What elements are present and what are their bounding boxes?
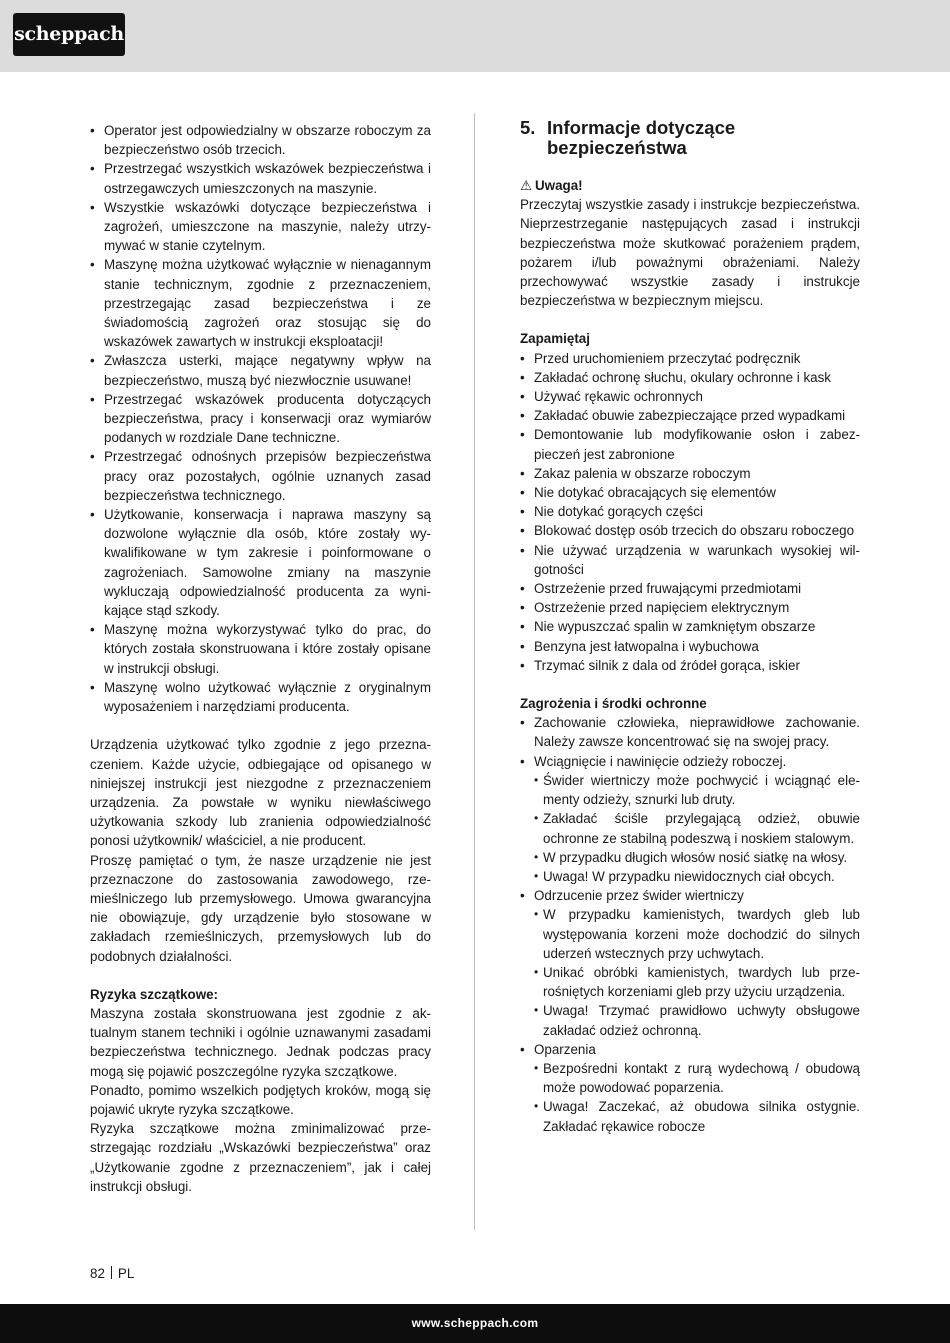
hazard-text: Odrzucenie przez świder wiertniczy [534,888,744,904]
scheppach-logo: scheppach [13,13,125,56]
residual-risk-paragraph: Ryzyka szczątkowe można zminimalizować przestrzegając rozdziału „Wskazówki bezpieczeństwa” oraz „Użytkowanie zgodne z przeznaczeniem”, jak i całej instrukcji obsługi. [90,1121,431,1194]
hazard-sub-list [520,905,860,1039]
page-number-value: 82 [90,1266,105,1281]
residual-risk-heading: Ryzyka szczątkowe: [90,986,219,1002]
sub-list-item: • Uwaga! W przypadku niewidocznych ciał obcych. [520,867,860,886]
column-divider [474,113,475,1230]
section-title [520,118,860,158]
sub-list-item: • Uwaga! Trzymać prawidłowo uchwyty obsługowe zakładać odzież ochronną. [520,1001,860,1039]
list-item [520,752,860,771]
hazards-list [520,1040,860,1059]
list-item: • Maszynę można wykorzystywać tylko do prac, do których została skonstruowana i które zostały opisane w instrukcji obsługi. [90,620,431,678]
list-item: • Zakładać ochronę słuchu, okulary ochronne i kask [520,368,860,387]
list-item: • Nie dotykać gorących części [520,502,860,521]
list-item: • Przestrzegać wskazówek producenta dotyczących bezpieczeństwa, pracy i konserwacji oraz wymiarów podanych w rozdziale Dane techniczne. [90,390,431,448]
hazard-sub-list [520,1059,860,1136]
hazard-text: Oparzenia [534,1041,596,1057]
hazards-heading: Zagrożenia i środki ochronne [520,696,707,712]
warning-label: Uwaga! [535,178,583,193]
hazard-sub-list [520,771,860,886]
sub-list-item: • Zakładać ściśle przylegającą odzież, obuwie ochronne ze stabilną podeszwą i noskiem stalowym. [520,809,860,847]
list-item: • Nie wypuszczać spalin w zamkniętym obszarze [520,617,860,636]
remember-heading: Zapamiętaj [520,331,590,347]
header-band [0,0,950,72]
operator-rules-list [90,121,431,716]
list-item: • Demontowanie lub modyfikowanie osłon i zabezpieczeń jest zabronione [520,425,860,463]
left-column [90,121,431,1196]
list-item: • Użytkowanie, konserwacja i naprawa maszyny są dozwolone wyłącznie dla osób, które zostały wykwalifikowane w tym zakresie i poinformowane o zagrożeniach. Samowolne zmiany na maszynie wykluczają odpowiedzialność producenta za wynikające stąd szkody. [90,505,431,620]
warning-triangle-icon: ⚠ [520,178,533,193]
list-item: • Operator jest odpowiedzialny w obszarze roboczym za bezpieczeństwo osób trzecich. [90,121,431,159]
sub-list-item: • W przypadku długich włosów nosić siatkę na włosy. [520,848,860,867]
section-number: 5. [520,117,536,138]
list-item: • Ostrzeżenie przed napięciem elektrycznym [520,598,860,617]
list-item [520,1040,860,1059]
right-column [520,118,860,1136]
list-item: • Zakładać obuwie zabezpieczające przed wypadkami [520,406,860,425]
list-item: • Maszynę wolno użytkować wyłącznie z oryginalnym wyposażeniem i narzędziami producenta. [90,678,431,716]
list-item: • Przed uruchomieniem przeczytać podręcznik [520,349,860,368]
intended-use-paragraph: Urządzenia użytkować tylko zgodnie z jego przeznaczeniem. Każde użycie, odbiegające od opisanego w niniejszej instrukcji jest niezgodne z przeznaczeniem urządzenia. Za powstałe w wyniku niewłaściwego użytkowania szkody lub zranienia odpowiedzialność ponosi użytkownik/ właściciel, a nie producent. [90,737,431,849]
list-item: • Ostrzeżenie przed fruwającymi przedmiotami [520,579,860,598]
list-item: • Nie używać urządzenia w warunkach wysokiej wilgotności [520,541,860,579]
list-item [520,886,860,905]
list-item: • Blokować dostęp osób trzecich do obszaru roboczego [520,521,860,540]
language-code: PL [117,1266,135,1281]
residual-risk-paragraph: Maszyna została skonstruowana jest zgodnie z aktualnym stanem techniki i ogólnie uznawanymi zasadami bezpieczeństwa technicznego. Jednak podczas pracy mogą się pojawić poszczególne ryzyka szczątkowe. [90,1005,431,1079]
list-item: • Wszystkie wskazówki dotyczące bezpieczeństwa i zagrożeń, umieszczone na maszynie, należy utrzymywać w stanie czytelnym. [90,198,431,256]
list-item [520,713,860,751]
residual-risk-paragraph: Ponadto, pomimo wszelkich podjętych kroków, mogą się pojawić ukryte ryzyka szczątkowe. [90,1082,431,1117]
sub-list-item: • Świder wiertniczy może pochwycić i wciągnąć elementy odzieży, sznurki lub druty. [520,771,860,809]
list-item: • Benzyna jest łatwopalna i wybuchowa [520,637,860,656]
remember-list [520,349,860,675]
list-item: • Zwłaszcza usterki, mające negatywny wpływ na bezpieczeństwo, muszą być niezwłocznie usuwane! [90,351,431,389]
sub-list-item: • W przypadku kamienistych, twardych gleb lub występowania korzeni może dochodzić do silnych uderzeń wstecznych przy uchwytach. [520,905,860,963]
hazards-list [520,886,860,905]
sub-list-item: • Uwaga! Zaczekać, aż obudowa silnika ostygnie. Zakładać rękawice robocze [520,1097,860,1135]
hazard-text: Wciągnięcie i nawinięcie odzieży roboczej. [534,753,787,769]
list-item: • Nie dotykać obracających się elementów [520,483,860,502]
sub-list-item: • Unikać obróbki kamienistych, twardych lub przerośniętych korzeniami gleb przy użyciu urządzenia. [520,963,860,1001]
hazard-text: Zachowanie człowieka, nieprawidłowe zachowanie. Należy zawsze koncentrować się na swojej pracy. [534,715,860,750]
warning-paragraph: Przeczytaj wszystkie zasady i instrukcje bezpieczeństwa. Nieprzestrzeganie następujących zasad i instrukcji bezpieczeństwa może skutkować porażeniem prądem, pożarem i/lub poważnymi obrażeniami. Należy przechowywać wszystkie zasady i instrukcje bezpieczeństwa w bezpiecznym miejscu. [520,197,860,309]
footer-url: www.scheppach.com [411,1316,539,1330]
list-item: • Zakaz palenia w obszarze roboczym [520,464,860,483]
page-number [90,1265,134,1283]
page-separator [111,1266,112,1279]
list-item: • Maszynę można użytkować wyłącznie w nienagannym stanie technicznym, zgodnie z przeznaczeniem, przestrzegając zasad bezpieczeństwa i ze świadomością zagrożeń oraz stosując się do wskazówek zawartych w instrukcji eksploatacji! [90,255,431,351]
sub-list-item: • Bezpośredni kontakt z rurą wydechową / obudową może powodować poparzenia. [520,1059,860,1097]
list-item: • Przestrzegać wszystkich wskazówek bezpieczeństwa i ostrzegawczych umieszczonych na maszynie. [90,159,431,197]
section-title-text: Informacje dotyczące bezpieczeństwa [547,117,736,158]
warning-heading [520,176,860,195]
list-item: • Przestrzegać odnośnych przepisów bezpieczeństwa pracy oraz pozostałych, ogólnie uznanych zasad bezpieczeństwa technicznego. [90,447,431,505]
hazards-list [520,713,860,771]
list-item: • Używać rękawic ochronnych [520,387,860,406]
list-item: • Trzymać silnik z dala od źródeł gorąca, iskier [520,656,860,675]
professional-use-paragraph: Proszę pamiętać o tym, że nasze urządzenie nie jest przeznaczone do zastosowania zawodowego, rzemieślniczego lub przemysłowego. Umowa gwarancyjna nie obowiązuje, gdy urządzenie było stosowane w zakładach rzemieślniczych, przemysłowych lub do podobnych działalności. [90,852,431,964]
